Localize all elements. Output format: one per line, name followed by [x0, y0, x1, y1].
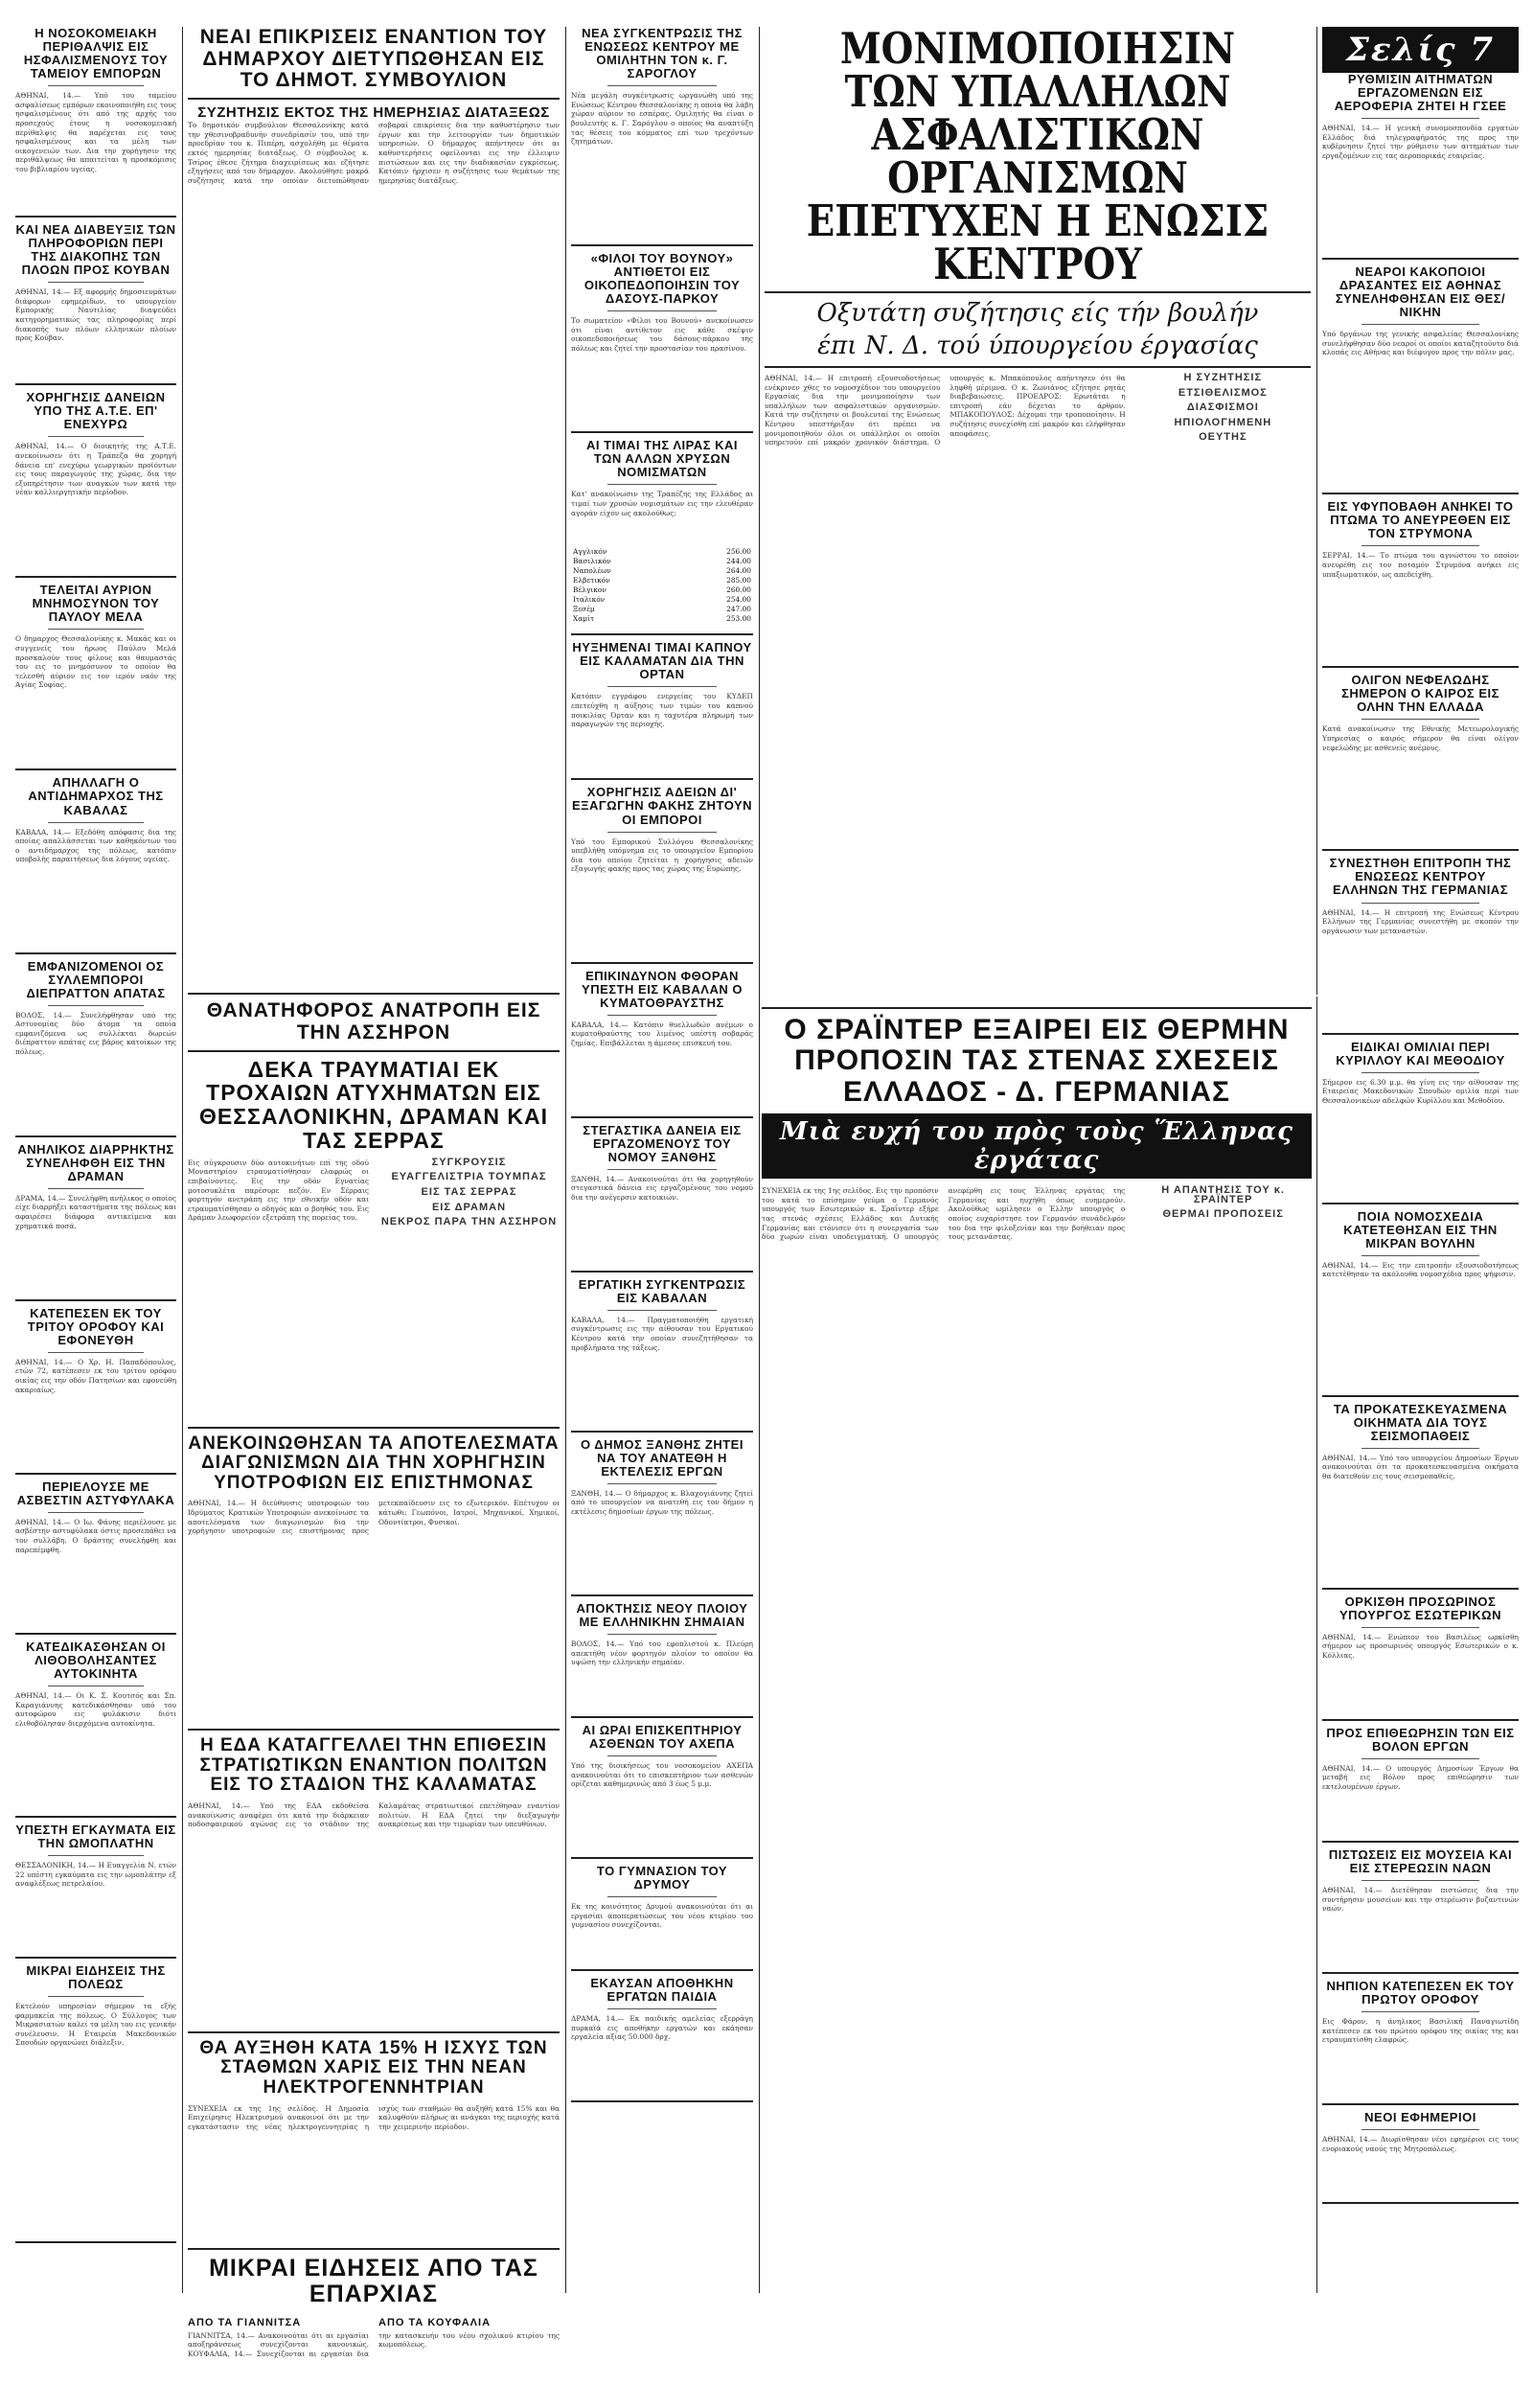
story-headline: ΑΝΗΛΙΚΟΣ ΔΙΑΡΡΗΚΤΗΣ ΣΥΝΕΛΗΦΘΗ ΕΙΣ ΤΗΝ ΔΡΑΜΑΝ	[17, 1141, 174, 1183]
story-council	[188, 27, 560, 983]
column-1	[15, 27, 176, 2293]
story	[15, 223, 176, 374]
story-headline: ΑΙ ΩΡΑΙ ΕΠΙΣΚΕΠΤΗΡΙΟΥ ΑΣΘΕΝΩΝ ΤΟΥ ΑΧΕΠΑ	[582, 1722, 743, 1751]
story-body: Το σωματείον «Φίλοι του Βουνού» ανεκοίνωσεν ότι είναι αντίθετον εις κάθε σκέψιν οικοπεδοποιήσεως του δάσους-πάρκου της πόλεως και ζητεί την προστασίαν του πρασίνου.	[571, 316, 753, 354]
story-body: ΚΑΒΑΛΑ, 14.— Κατόπιν θυελλωδών ανέμων ο κυματοθραύστης του λιμένος υπέστη σοβαράς ζημίας. Επιβάλλεται η άμεσος επισκευή του.	[571, 1020, 753, 1047]
subhead: ΕΙΣ ΔΡΑΜΑΝ	[431, 1201, 507, 1213]
table-row	[571, 595, 753, 605]
story	[1322, 265, 1519, 483]
story-headline: ΤΟ ΓΥΜΝΑΣΙΟΝ ΤΟΥ ΔΡΥΜΟΥ	[596, 1864, 728, 1892]
story-body: Κατά ανακοίνωσιν της Εθνικής Μετεωρολογικής Υπηρεσίας ο καιρός σήμερον θα είναι ολίγον νεφελώδης με ασθενείς ανέμους.	[1322, 724, 1519, 752]
story	[1322, 1980, 1519, 2094]
headline-accidents: ΔΕΚΑ ΤΡΑΥΜΑΤΙΑΙ ΕΚ ΤΡΟΧΑΙΩΝ ΑΤΥΧΗΜΑΤΩΝ ΕΙΣ ΘΕΣΣΑΛΟΝΙΚΗΝ, ΔΡΑΜΑΝ ΚΑΙ ΤΑΣ ΣΕΡΡΑΣ	[199, 1056, 548, 1154]
story-results	[188, 1434, 560, 1720]
story-body: ΑΘΗΝΑΙ, 14.— Η γενική συνομοσπονδία εργατών Ελλάδος διά τηλεγραφήματός της προς την κυβέρνησιν ζητεί την ρύθμισιν των αιτημάτων των εργαζομένων εις τας αεροπορικάς εταιρείας.	[1322, 124, 1519, 160]
subhead: ΕΤΣΙΘΕΛΙΣΜΟΣ	[1178, 386, 1268, 399]
story	[1322, 1041, 1519, 1193]
story	[1322, 1848, 1519, 1962]
story	[15, 391, 176, 566]
story	[1322, 857, 1519, 1022]
story	[15, 960, 176, 1126]
column-rule	[565, 27, 566, 2293]
story-body: Κατόπιν εγγράφου ενεργείας του ΚΥΔΕΠ επετεύχθη η αύξησις των τιμών του καπνού ποικιλίας Όρταν και η ταχυτέρα πληρωμή των παραγωγών της περιοχής.	[571, 692, 753, 729]
coin-price: 285.00	[726, 576, 751, 585]
subhead: ΑΠΟ ΤΑ ΚΟΥΦΑΛΙΑ	[378, 2316, 492, 2328]
story	[571, 1977, 753, 2091]
coin-price: 256.00	[726, 547, 751, 557]
story	[571, 970, 753, 1107]
story-body: ΔΡΑΜΑ, 14.— Συνελήφθη ανήλικος ο οποίος είχε διαρρήξει καταστήματα της πόλεως και αφαιρέσει διάφορα αντικείμενα και χρηματικά ποσά.	[15, 1193, 176, 1230]
story-body: ΑΘΗΝΑΙ, 14.— Διετέθησαν πιστώσεις δια την συντήρησιν μουσείων και την στερέωσιν βυζαντινών ναών.	[1322, 1885, 1519, 1914]
story-body: Εις Φάρον, η άνηλικος Βασιλική Παναγιωτίδη κατέπεσεν εκ του πρώτου ορόφου της οικίας της και ετραυματίσθη ελαφρώς.	[1322, 2017, 1519, 2045]
story-accidents	[188, 1058, 560, 1417]
subheadline: ΣΥΖΗΤΗΣΙΣ ΕΚΤΟΣ ΤΗΣ ΗΜΕΡΗΣΙΑΣ ΔΙΑΤΑΞΕΩΣ	[197, 104, 550, 122]
table-row	[571, 566, 753, 576]
story	[15, 1480, 176, 1623]
coin-name: Βέλγικον	[573, 585, 606, 595]
story	[15, 1307, 176, 1463]
headline-deadly: ΘΑΝΑΤΗΦΟΡΟΣ ΑΝΑΤΡΟΠΗ ΕΙΣ ΤΗΝ ΑΣΣΗΡΟΝ	[206, 999, 541, 1043]
story-headline: ΝΕΑΡΟΙ ΚΑΚΟΠΟΙΟΙ ΔΡΑΣΑΝΤΕΣ ΕΙΣ ΑΘΗΝΑΣ ΣΥΝΕΛΗΦΘΗΣΑΝ ΕΙΣ ΘΕΣ/ΝΙΚΗΝ	[1335, 264, 1506, 320]
story-kalamata	[188, 1736, 560, 2022]
story-headline: ΤΕΛΕΙΤΑΙ ΑΥΡΙΟΝ ΜΝΗΜΟΣΥΝΟΝ ΤΟΥ ΠΑΥΛΟΥ ΜΕΛΑ	[32, 583, 160, 625]
story-body: ΑΘΗΝΑΙ, 14.— Υπό του ταμείου ασφαλίσεως εμπόρων εκοινοποιήθη εις τους ησφαλισμένους ότι από της αρχής του προσεχούς έτους η νοσοκομειακή περίθαλψις θα παρέχεται εις τους ησφαλισμένους και τα μέλη των οικογενειών των. Δια την χορήγησιν της περιθάλψεως θα απαιτείται η προσκόμισις του βιβλιαρίου υγείας.	[15, 91, 176, 173]
story	[571, 1602, 753, 1707]
coin-price: 247.00	[726, 605, 751, 614]
subhead: ΑΠΟ ΤΑ ΓΙΑΝΝΙΤΣΑ	[188, 2316, 302, 2328]
story-body: ΑΘΗΝΑΙ, 14.— Εξ αφορμής δημοσιευμάτων διάφορων εφημερίδων, το υπουργείον Εμπορικής Ναυτιλίας διαψεύδει κατηγορηματικώς τας πληροφορίας περί διακοπής των πλόων ελληνικών πλοίων προς Κούβαν.	[15, 287, 176, 343]
headline-provinces: ΜΙΚΡΑΙ ΕΙΔΗΣΕΙΣ ΑΠΟ ΤΑΣ ΕΠΑΡΧΙΑΣ	[209, 2254, 538, 2307]
story	[1322, 1727, 1519, 1831]
story-body: ΒΟΛΟΣ, 14.— Συνελήφθησαν υπό της Αστυνομίας δύο άτομα τα οποία εμφανιζόμενα ως συλλέκται δωρεών διέπραττον απάτας εις βάρος κατοίκων της πόλεως.	[15, 1010, 176, 1056]
story	[15, 1143, 176, 1290]
story-body: ΑΘΗΝΑΙ, 14.— Ο Ιω. Φάνης περιέλουσε με ασβέστην αστυφύλακα όστις προσεπάθει να τον συλλάβη. Ο δράστης συνελήφθη και παρεπέμφθη.	[15, 1517, 176, 1554]
story-body: ΑΘΗΝΑΙ, 14.— Οι Κ. Σ. Κουτσός και Σπ. Καραγιάννης κατεδικάσθησαν υπό του αυτοφώρου εις φυλάκισιν διότι ελιθοβόλησαν διερχόμενα αυτοκίνητα.	[15, 1690, 176, 1728]
table-row	[571, 576, 753, 585]
story	[571, 1278, 753, 1421]
story	[1322, 674, 1519, 839]
story-body: Το δημοτικόν συμβούλιον Θεσσαλονίκης κατά την χθεσινοβραδυνήν συνεδρίασίν του, υπό την προεδρίαν του κ. Πιπέρη, ασχολήθη με θέματα εκτός ημερησίας διατάξεως. Ο σύμβουλος κ. Τσίρος έθεσε ζήτημα διαχειρίσεως και εζήτησε εξηγήσεις από τον δήμαρχον. Ακολούθησε μακρά συζήτησις κατά την οποίαν διετυπώθησαν σοβαραί επικρίσεις δια την καθυστέρησιν των έργων και την λειτουργίαν των δημοτικών υπηρεσιών. Ο δήμαρχος απήντησεν ότι αι καθυστερήσεις οφείλονται εις την έλλειψιν πιστώσεων και εις την διαδικασίαν εγκρίσεως. Κατόπιν ήρχισεν η συζήτησις των θεμάτων της ημερησίας διατάξεως.	[188, 121, 560, 185]
story-headline: ΠΟΙΑ ΝΟΜΟΣΧΕΔΙΑ ΚΑΤΕΤΕΘΗΣΑΝ ΕΙΣ ΤΗΝ ΜΙΚΡΑΝ ΒΟΥΛΗΝ	[1343, 1208, 1498, 1250]
story-body: ΑΘΗΝΑΙ, 14.— Εις την επιτροπήν εξουσιοδοτήσεως κατετέθησαν τα ακόλουθα νομοσχέδια προς ψήφισιν.	[1322, 1260, 1519, 1279]
table-row	[571, 557, 753, 566]
coin-price: 264.00	[726, 566, 751, 576]
story-body: ΞΑΝΘΗ, 14.— Ανακοινούται ότι θα χορηγηθούν στεγαστικά δάνεια εις εργαζομένους του νομού δια την ανέγερσιν κατοικιών.	[571, 1174, 753, 1202]
subhead: ΔΙΑΣΦΙΣΜΟΙ	[1186, 401, 1259, 414]
story-headline: ΚΑΙ ΝΕΑ ΔΙΑΒΕΥΞΙΣ ΤΩΝ ΠΛΗΡΟΦΟΡΙΩΝ ΠΕΡΙ ΤΗΣ ΔΙΑΚΟΠΗΣ ΤΩΝ ΠΛΟΩΝ ΠΡΟΣ ΚΟΥΒΑΝ	[15, 222, 176, 278]
story-headline: ΕΡΓΑΤΙΚΗ ΣΥΓΚΕΝΤΡΩΣΙΣ ΕΙΣ ΚΑΒΑΛΑΝ	[578, 1276, 746, 1305]
story	[15, 1640, 176, 1806]
story-body: Σήμερον εις 6.30 μ.μ. θα γίνη εις την αίθουσαν της Εταιρείας Μακεδονικών Σπουδών ομιλία περί των Θεσσαλονικέων αδελφών Κυρίλλου και Μεθοδίου.	[1322, 1077, 1519, 1105]
story	[1322, 1210, 1519, 1386]
story-body: ΒΟΛΟΣ, 14.— Υπό του εφοπλιστού κ. Πλεύρη απεκτήθη νέον φορτηγόν πλοίον το οποίον θα υψώση την ελληνικήν σημαίαν.	[571, 1639, 753, 1667]
story-headline: ΟΛΙΓΟΝ ΝΕΦΕΛΩΔΗΣ ΣΗΜΕΡΟΝ Ο ΚΑΙΡΟΣ ΕΙΣ ΟΛΗΝ ΤΗΝ ΕΛΛΑΔΑ	[1341, 673, 1499, 715]
subhead: ΕΥΑΓΓΕΛΙΣΤΡΙΑ ΤΟΥΜΠΑΣ	[391, 1171, 547, 1183]
story-headline: ΕΙΣ ΥΦΥΠΟΒΑΘΗ ΑΝΗΚΕΙ ΤΟ ΠΤΩΜΑ ΤΟ ΑΝΕΥΡΕΘΕΝ ΕΙΣ ΤΟΝ ΣΤΡΥΜΟΝΑ	[1327, 499, 1514, 541]
story-headline: ΑΠΗΛΛΑΓΗ Ο ΑΝΤΙΔΗΜΑΡΧΟΣ ΤΗΣ ΚΑΒΑΛΑΣ	[28, 775, 164, 817]
story-body: ΣΥΝΕΧΕΙΑ εκ της 1ης σελίδος. Η Δημοσία Επιχείρησις Ηλεκτρισμού ανακοινοί ότι με την εγκατάστασιν της νέας ηλεκτρογεννητρίας η ισχύς των σταθμών θα αυξηθή κατά 15% και θα καλυφθούν πλήρως αι ανάγκαι της περιοχής κατά την χειμερινήν περίοδον.	[188, 2103, 560, 2131]
subhead: Η ΣΥΖΗΤΗΣΙΣ	[1183, 372, 1263, 383]
story-body: ΑΘΗΝΑΙ, 14.— Ο διοικητής της Α.Τ.Ε. ανεκοίνωσεν ότι η Τράπεζα θα χορηγή δάνεια επ' ενεχύρω γεωργικών προϊόντων εις τους παραγωγούς της χώρας, δια την εξυπηρέτησιν των αναγκών των κατά την νέαν καλλιεργητικήν περίοδον.	[15, 442, 176, 497]
coin-name: Βασιλικόν	[573, 557, 611, 566]
coin-prices-table	[571, 547, 753, 624]
story-body: Υπό της διοικήσεως του νοσοκομείου ΑΧΕΠΑ ανακοινούται ότι το επισκεπτήριον των ασθενών ορίζεται καθημερινώς από 3 έως 5 μ.μ.	[571, 1761, 753, 1789]
coin-name: Ιταλικόν	[573, 595, 606, 605]
lead-headline: ΜΟΝΙΜΟΠΟΙΗΣΙΝ ΤΩΝ ΥΠΑΛΛΗΛΩΝ ΑΣΦΑΛΙΣΤΙΚΩΝ ΟΡΓΑΝΙΣΜΩΝ ΕΠΕΤΥΧΕΝ Η ΕΝΩΣΙΣ ΚΕΝΤΡΟΥ	[806, 23, 1270, 289]
coin-price: 254.00	[726, 595, 751, 605]
story	[1322, 1595, 1519, 1709]
headline-power: ΘΑ ΑΥΞΗΘΗ ΚΑΤΑ 15% Η ΙΣΧΥΣ ΤΩΝ ΣΤΑΘΜΩΝ ΧΑΡΙΣ ΕΙΣ ΤΗΝ ΝΕΑΝ ΗΛΕΚΤΡΟΓΕΝΝΗΤΡΙΑΝ	[199, 2037, 548, 2098]
story	[571, 786, 753, 952]
column-rule	[1316, 997, 1317, 2293]
story-headline: ΠΡΟΣ ΕΠΙΘΕΩΡΗΣΙΝ ΤΩΝ ΕΙΣ ΒΟΛΟΝ ΕΡΓΩΝ	[1326, 1725, 1515, 1754]
story-headline: ΣΥΝΕΣΤΗΘΗ ΕΠΙΤΡΟΠΗ ΤΗΣ ΕΝΩΣΕΩΣ ΚΕΝΤΡΟΥ ΕΛΛΗΝΩΝ ΤΗΣ ΓΕΡΜΑΝΙΑΣ	[1329, 856, 1512, 898]
subhead: ΗΠΙΟΛΟΓΗΜΕΝΗ	[1174, 416, 1272, 428]
story-body: ΑΘΗΝΑΙ, 14.— Η επιτροπή της Ενώσεως Κέντρου Ελλήνων της Γερμανίας συνεστήθη με σκοπόν την οργάνωσιν των μεταναστών.	[1322, 907, 1519, 935]
story-headline: «ΦΙΛΟΙ ΤΟΥ ΒΟΥΝΟΥ» ΑΝΤΙΘΕΤΟΙ ΕΙΣ ΟΙΚΟΠΕΔΟΠΟΙΗΣΙΝ ΤΟΥ ΔΑΣΟΥΣ-ΠΑΡΚΟΥ	[583, 251, 741, 307]
story-body: ΑΘΗΝΑΙ, 14.— Υπό του υπουργείου Δημοσίων Έργων ανακοινούται ότι τα προκατεσκευασμένα οικήματα θα διατεθούν εις τους σεισμοπαθείς.	[1322, 1453, 1519, 1480]
story-headline: ΜΙΚΡΑΙ ΕΙΔΗΣΕΙΣ ΤΗΣ ΠΟΛΕΩΣ	[26, 1963, 166, 1992]
subhead: ΘΕΡΜΑΙ ΠΡΟΠΟΣΕΙΣ	[1162, 1208, 1284, 1221]
column-2	[188, 26, 560, 2358]
table-row	[571, 614, 753, 624]
story	[15, 1964, 176, 2232]
coin-name: Αγγλικόν	[573, 547, 607, 557]
subhead: ΟΕΥΤΗΣ	[1199, 431, 1247, 444]
story-headline: Ο ΔΗΜΟΣ ΞΑΝΘΗΣ ΖΗΤΕΙ ΝΑ ΤΟΥ ΑΝΑΤΕΘΗ Η ΕΚΤΕΛΕΣΙΣ ΕΡΓΩΝ	[581, 1436, 744, 1479]
coin-price: 244.00	[726, 557, 751, 566]
story	[1322, 500, 1519, 656]
story-body: Νέα μεγάλη συγκέντρωσις ωργανώθη υπό της Ενώσεως Κέντρου Θεσσαλονίκης η οποία θα λάβη χώραν αύριον το εσπέρας. Ομιλητής θα είναι ο βουλευτής κ. Γ. Σαρόγλου ο οποίος θα αναπτύξη τας θέσεις του κόμματος επί των τρεχόντων ζητημάτων.	[571, 91, 753, 147]
story	[571, 1724, 753, 1847]
story-headline: ΕΜΦΑΝΙΖΟΜΕΝΟΙ ΟΣ ΣΥΛΛΕΜΠΟΡΟΙ ΔΙΕΠΡΑΤΤΟΝ ΑΠΑΤΑΣ	[26, 958, 166, 1000]
story	[571, 1865, 753, 1960]
story-headline: ΤΑ ΠΡΟΚΑΤΕΣΚΕΥΑΣΜΕΝΑ ΟΙΚΗΜΑΤΑ ΔΙΑ ΤΟΥΣ ΣΕΙΣΜΟΠΑΘΕΙΣ	[1333, 1401, 1508, 1443]
column-rule	[182, 27, 183, 2293]
story-headline: ΥΠΕΣΤΗ ΕΓΚΑΥΜΑΤΑ ΕΙΣ ΤΗΝ ΩΜΟΠΛΑΤΗΝ	[15, 1822, 176, 1850]
story-body: ΑΘΗΝΑΙ, 14.— Διωρίσθησαν νέοι εφημέριοι εις τους ενοριακούς ναούς της Μητροπόλεως.	[1322, 2135, 1519, 2153]
banner-story	[762, 1001, 1312, 2317]
banner-headline: Ο ΣΡΑΪΝΤΕΡ ΕΞΑΙΡΕΙ ΕΙΣ ΘΕΡΜΗΝ ΠΡΟΠΟΣΙΝ ΤΑΣ ΣΤΕΝΑΣ ΣΧΕΣΕΙΣ ΕΛΛΑΔΟΣ - Δ. ΓΕΡΜΑΝΙΑΣ	[784, 1014, 1290, 1108]
story-headline: ΟΡΚΙΣΘΗ ΠΡΟΣΩΡΙΝΟΣ ΥΠΟΥΡΓΟΣ ΕΣΩΤΕΡΙΚΩΝ	[1339, 1594, 1501, 1622]
subhead: ΕΙΣ ΤΑΣ ΣΕΡΡΑΣ	[421, 1186, 517, 1199]
story-headline: ΚΑΤΕΔΙΚΑΣΘΗΣΑΝ ΟΙ ΛΙΘΟΒΟΛΗΣΑΝΤΕΣ ΑΥΤΟΚΙΝΗΤΑ	[26, 1639, 166, 1681]
page-badge: Σελίς 7	[1322, 27, 1519, 73]
story-body: ΑΘΗΝΑΙ, 14.— Ο Χρ. Η. Παπαδόπουλος, ετών 72, κατέπεσεν εκ του τρίτου ορόφου οικίας εις την οδόν Πατησίων και εφονεύθη ακαριαίως.	[15, 1357, 176, 1394]
story-body: Εκ της κοινότητος Δρυμού ανακοινούται ότι αι εργασίαι αποπερατώσεως του νέου κτιρίου του γυμνασίου συνεχίζονται.	[571, 1902, 753, 1930]
story-headline: ΧΟΡΗΓΗΣΙΣ ΑΔΕΙΩΝ ΔΙ' ΕΞΑΓΩΓΗΝ ΦΑΚΗΣ ΖΗΤΟΥΝ ΟΙ ΕΜΠΟΡΟΙ	[571, 785, 753, 827]
story-body: ΑΘΗΝΑΙ, 14.— Ενώπιον του Βασιλέως ωρκίσθη σήμερον ως προσωρινός υπουργός Εσωτερικών ο κ. Κόλλιας.	[1322, 1632, 1519, 1660]
story	[1322, 1403, 1519, 1578]
story-body: ΔΡΑΜΑ, 14.— Εκ παιδικής αμελείας εξερράγη πυρκαϊά εις αποθήκην εργατών και εκάησαν εργαλεία αξίας 50.000 δρχ.	[571, 2014, 753, 2042]
coin-price: 260.00	[726, 585, 751, 595]
story	[1322, 2111, 1519, 2192]
story-headline: ΚΑΤΕΠΕΣΕΝ ΕΚ ΤΟΥ ΤΡΙΤΟΥ ΟΡΟΦΟΥ ΚΑΙ ΕΦΟΝΕΥΘΗ	[27, 1305, 165, 1347]
story	[571, 252, 753, 422]
story-body: Εκτελούν υπηρεσίαν σήμερον τα εξής φαρμακεία της πόλεως. Ο Σύλλογος των Μικρασιατών καλεί τα μέλη του εις γενικήν συνέλευσιν. Η Εταιρεία Μακεδονικών Σπουδών οργανώνει διάλεξιν.	[15, 2002, 176, 2048]
story-provinces	[188, 2256, 560, 2408]
column-3	[571, 27, 753, 2293]
headline-results: ΑΝΕΚΟΙΝΩΘΗΣΑΝ ΤΑ ΑΠΟΤΕΛΕΣΜΑΤΑ ΔΙΑΓΩΝΙΣΜΩΝ ΔΙΑ ΤΗΝ ΧΟΡΗΓΗΣΙΝ ΥΠΟΤΡΟΦΙΩΝ ΕΙΣ ΕΠΙΣΤΗΜΟΝΑΣ	[188, 1433, 560, 1493]
story-headline: ΕΙΔΙΚΑΙ ΟΜΙΛΙΑΙ ΠΕΡΙ ΚΥΡΙΛΛΟΥ ΚΑΙ ΜΕΘΟΔΙΟΥ	[1336, 1039, 1505, 1067]
lead-sub-2: έπι Ν. Δ. τού ύπουργείου έργασίας	[817, 332, 1258, 360]
story	[1322, 73, 1519, 248]
coin-price: 253.00	[726, 614, 751, 624]
column-rule	[759, 27, 760, 2293]
story	[571, 1124, 753, 1261]
story-headline: ΝΗΠΙΟΝ ΚΑΤΕΠΕΣΕΝ ΕΚ ΤΟΥ ΠΡΩΤΟΥ ΟΡΟΦΟΥ	[1326, 1978, 1515, 2007]
table-row	[571, 585, 753, 595]
subhead: Η ΑΠΑΝΤΗΣΙΣ ΤΟΥ κ. ΣΡΑΪΝΤΕΡ	[1161, 1184, 1285, 1205]
story	[15, 1823, 176, 1947]
story-body: ΣΕΡΡΑΙ, 14.— Το πτώμα του αγνώστου το οποίον ανευρέθη εις τον ποταμόν Στρυμόνα ανήκει εις υπαξιωματικόν, ως απεδείχθη.	[1322, 551, 1519, 579]
table-row	[571, 547, 753, 557]
story-headline: ΑΙ ΤΙΜΑΙ ΤΗΣ ΛΙΡΑΣ ΚΑΙ ΤΩΝ ΑΛΛΩΝ ΧΡΥΣΩΝ ΝΟΜΙΣΜΑΤΩΝ	[585, 438, 739, 480]
story-headline: ΑΠΟΚΤΗΣΙΣ ΝΕΟΥ ΠΛΟΙΟΥ ΜΕ ΕΛΛΗΝΙΚΗΝ ΣΗΜΑΙΑΝ	[576, 1600, 748, 1629]
banner-body: ΣΥΝΕΧΕΙΑ εκ της 1ης σελίδος. Εις την προπόσιν του κατά το επίσημον γεύμα ο Γερμανός υπουργός των Εσωτερικών κ. Σραΐντερ εξήρε τας στενάς σχέσεις Ελλάδος και Δυτικής Γερμανίας και ετόνισεν ότι η συνεργασία των δύο χωρών είναι υποδειγματική. Ο υπουργός ανεφέρθη εις τους Έλληνας εργάτας της Γερμανίας και ηυχήθη όπως ευημερούν. Ακολούθως ωμίλησεν ο Έλλην υπουργός ο οποίος ευχαρίστησε τον Γερμανόν συνάδελφόν του δια την φιλοξενίαν και την βοήθειαν προς τους μετανάστας. Η ΑΠΑΝΤΗΣΙΣ ΤΟΥ κ. ΣΡΑΪΝΤΕΡ ΘΕΡΜΑΙ ΠΡΟΠΟΣΕΙΣ	[762, 1186, 1312, 2317]
story-body: ΑΘΗΝΑΙ, 14.— Υπό της ΕΔΑ εκδοθείσα ανακοίνωσις αναφέρει ότι κατά την διάρκειαν ποδοσφαιρικού αγώνος εις το στάδιον της Καλαμάτας στρατιωτικοί επετέθησαν εναντίον πολιτών. Η ΕΔΑ ζητεί την διεξαγωγήν ανακρίσεως και την τιμωρίαν των υπευθύνων.	[188, 1800, 560, 1829]
story-body: ΚΑΒΑΛΑ, 14.— Εξεδόθη απόφασις δια της οποίας απαλλάσσεται των καθηκόντων του ο αντιδήμαρχος της πόλεως, κατόπιν υποβολής παραιτήσεως δια λόγους υγείας.	[15, 827, 176, 864]
story-headline: ΗΥΞΗΜΕΝΑΙ ΤΙΜΑΙ ΚΑΠΝΟΥ ΕΙΣ ΚΑΛΑΜΑΤΑΝ ΔΙΑ ΤΗΝ ΟΡΤΑΝ	[572, 640, 752, 682]
story-body: Κατ' ανακοίνωσιν της Τραπέζης της Ελλάδος αι τιμαί των χρυσών νομισμάτων εις την ελευθέραν αγοράν είχον ως ακολούθως:	[571, 490, 753, 517]
story-body: Υπό του Εμπορικού Συλλόγου Θεσσαλονίκης υπεβλήθη υπόμνημα εις το υπουργείον Εμπορίου δια του οποίου ζητείται η χορήγησις αδειών εξαγωγής φακής προς τας χώρας της Ευρώπης.	[571, 837, 753, 874]
story-headline: ΡΥΘΜΙΣΙΝ ΑΙΤΗΜΑΤΩΝ ΕΡΓΑΖΟΜΕΝΩΝ ΕΙΣ ΑΕΡΟΦΕΡΙΑ ΖΗΤΕΙ Η ΓΣΕΕ	[1334, 72, 1507, 114]
banner-sub: Μιὰ ευχή του πρὸς τοὺς Ἕλληνας ἐργάτας	[762, 1113, 1312, 1179]
story-headline: ΕΚΑΥΣΑΝ ΑΠΟΘΗΚΗΝ ΕΡΓΑΤΩΝ ΠΑΙΔΙΑ	[590, 1976, 734, 2005]
story-body: ΚΑΒΑΛΑ, 14.— Πραγματοποιήθη εργατική συγκέντρωσις εις την αίθουσαν του Εργατικού Κέντρου κατά την οποίαν συνεζητήθησαν τα προβλήματα της τάξεως.	[571, 1315, 753, 1352]
lead-body: ΑΘΗΝΑΙ, 14.— Η επιτροπή εξουσιοδοτήσεως ενέκρινεν χθες το νομοσχέδιον του υπουργείου Εργασίας δια την μονιμοποίησιν των υπαλλήλων των ασφαλιστικών οργανισμών. Κατά την συζήτησιν οι βουλευταί της Ενώσεως Κέντρου υπεστήριξαν ότι πρέπει να μονιμοποιηθούν όλοι οι υπάλληλοι οι οποίοι υπηρετούν επί μακρόν χρονικόν διάστημα. Ο υπουργός κ. Μπακόπουλος απήντησεν ότι θα ληφθή μέριμνα. Ο κ. Ζωνιάνος εζήτησε ρητάς διαβεβαιώσεις. ΠΡΟΕΔΡΟΣ: Ερωτάται η επιτροπή εάν δέχεται το άρθρον. ΜΠΑΚΟΠΟΥΛΟΣ: Δέχομαι την τροποποίησιν. Η συζήτησις συνεχίσθη επί μακρόν και ελήφθησαν αποφάσεις. Η ΣΥΖΗΤΗΣΙΣ ΕΤΣΙΘΕΛΙΣΜΟΣ ΔΙΑΣΦΙΣΜΟΙ ΗΠΙΟΛΟΓΗΜΕΝΗ ΟΕΥΤΗΣ	[765, 374, 1311, 1121]
story	[15, 776, 176, 942]
story-body: ΑΘΗΝΑΙ, 14.— Η διεύθυνσις υποτροφιών του Ιδρύματος Κρατικών Υποτροφιών ανεκοίνωσε τα αποτελέσματα των διαγωνισμών δια την χορήγησιν υποτροφιών εις επιστήμονας προς μετεκπαίδευσιν εις το εξωτερικόν. Επέτυχον οι κάτωθι: Γεωπόνοι, Ιατροί, Μηχανικοί, Χημικοί, Οδοντίατροι, Φυσικοί.	[188, 1499, 560, 1536]
story-body: ΓΙΑΝΝΙΤΣΑ, 14.— Ανακοινούται ότι αι εργασίαι αποξηράνσεως συνεχίζονται κανονικώς. ΚΟΥΦΑΛΙΑ, 14.— Συνεχίζονται αι εργασίαι δια την κατασκευήν του νέου σχολικού κτιρίου της κωμοπόλεως.	[188, 2330, 560, 2358]
story-body: Ο δημαρχος Θεσσαλονίκης κ. Μακάς και οι συγγενείς του ήρωος Παύλου Μελά προσκαλούν τους φίλους και θαυμαστάς του εις το μνημόσυνον το οποίον θα τελεσθή αύριον εις τον ιερόν ναόν της Αγίας Σοφίας.	[15, 634, 176, 690]
story	[571, 439, 753, 624]
subhead: ΣΥΓΚΡΟΥΣΙΣ	[431, 1156, 507, 1168]
story-body: Υπό δργάνων της γενικής ασφαλείας Θεσσαλονίκης συνελήφθησαν δύο νεαροί οι οποίοι καταζητούντο διά κλοπάς εις Αθήνας και διέφυγον προς την πόλιν μας.	[1322, 330, 1519, 357]
story-headline: ΠΕΡΙΕΛΟΥΣΕ ΜΕ ΑΣΒΕΣΤΙΝ ΑΣΤΥΦΥΛΑΚΑ	[16, 1479, 175, 1507]
story-body: ΘΕΣΣΑΛΟΝΙΚΗ, 14.— Η Ευαγγελία Ν. ετών 22 υπέστη εγκαύματα εις την ωμοπλάτην εξ αναφλέξεως πετρελαίου.	[15, 1861, 176, 1889]
coin-name: Ξεσέμ	[573, 605, 595, 614]
story	[15, 27, 176, 206]
lead-sub-1: Οξυτάτη συζήτησις είς τήν βουλήν	[816, 299, 1259, 328]
story	[571, 1438, 753, 1585]
table-row	[571, 605, 753, 614]
subhead: ΝΕΚΡΟΣ ΠΑΡΑ ΤΗΝ ΑΣΣΗΡΟΝ	[380, 1216, 558, 1228]
column-rule	[1316, 27, 1317, 995]
headline: ΝΕΑΙ ΕΠΙΚΡΙΣΕΙΣ ΕΝΑΝΤΙΟΝ ΤΟΥ ΔΗΜΑΡΧΟΥ ΔΙΕΤΥΠΩΘΗΣΑΝ ΕΙΣ ΤΟ ΔΗΜΟΤ. ΣΥΜΒΟΥΛΙΟΝ	[199, 26, 548, 92]
lead-story	[765, 23, 1311, 995]
story-power	[188, 2039, 560, 2238]
story	[571, 27, 753, 235]
story-headline: ΧΟΡΗΓΗΣΙΣ ΔΑΝΕΙΩΝ ΥΠΟ ΤΗΣ Α.Τ.Ε. ΕΠ' ΕΝΕΧΥΡΩ	[26, 390, 166, 432]
headline-kalamata: Η ΕΔΑ ΚΑΤΑΓΓΕΛΛΕΙ ΤΗΝ ΕΠΙΘΕΣΙΝ ΣΤΡΑΤΙΩΤΙΚΩΝ ΕΝΑΝΤΙΟΝ ΠΟΛΙΤΩΝ ΕΙΣ ΤΟ ΣΤΑΔΙΟΝ ΤΗΣ ΚΑΛΑΜΑΤΑΣ	[199, 1735, 548, 1796]
story-body: ΞΑΝΘΗ, 14.— Ο δήμαρχος κ. Βλαχογιάννης ζητεί από το υπουργείον να ανατεθή εις τον δήμον η εκτέλεσις δημοσίων έργων της πόλεως.	[571, 1488, 753, 1517]
story-headline: ΣΤΕΓΑΣΤΙΚΑ ΔΑΝΕΙΑ ΕΙΣ ΕΡΓΑΖΟΜΕΝΟΥΣ ΤΟΥ ΝΟΜΟΥ ΞΑΝΘΗΣ	[583, 1122, 742, 1164]
story-headline: ΕΠΙΚΙΝΔΥΝΟΝ ΦΘΟΡΑΝ ΥΠΕΣΤΗ ΕΙΣ ΚΑΒΑΛΑΝ Ο ΚΥΜΑΤΟΘΡΑΥΣΤΗΣ	[582, 968, 743, 1010]
story-body: ΑΘΗΝΑΙ, 14.— Ο υπουργός Δημοσίων Έργων θα μεταβή εις Βόλον προς επιθεώρησιν των εκτελουμένων έργων.	[1322, 1763, 1519, 1792]
coin-name: Ελβετικόν	[573, 576, 610, 585]
story-headline: ΝΕΑ ΣΥΓΚΕΝΤΡΩΣΙΣ ΤΗΣ ΕΝΩΣΕΩΣ ΚΕΝΤΡΟΥ ΜΕ ΟΜΙΛΗΤΗΝ ΤΟΝ κ. Γ. ΣΑΡΟΓΛΟΥ	[582, 26, 743, 81]
column-6	[1322, 27, 1519, 2293]
coin-name: Χαμίτ	[573, 614, 595, 624]
story-body: Εις σύγκρουσιν δύο αυτοκινήτων επί της οδού Μοναστηρίου ετραυματίσθησαν ελαφρώς οι επιβαίνοντες. Εις την οδόν Εγνατίας μοτοσυκλέτα παρέσυρε πεζόν. Εν Σέρραις φορτηγόν ανετράπη εις την εθνικήν οδόν και ετραυματίσθησαν ο οδηγός και ο βοηθός του. Εις Δράμαν λεωφορείον εξετράπη της πορείας του. ΣΥΓΚΡΟΥΣΙΣ ΕΥΑΓΓΕΛΙΣΤΡΙΑ ΤΟΥΜΠΑΣ ΕΙΣ ΤΑΣ ΣΕΡΡΑΣ ΕΙΣ ΔΡΑΜΑΝ ΝΕΚΡΟΣ ΠΑΡΑ ΤΗΝ ΑΣΣΗΡΟΝ	[188, 1158, 560, 1417]
story-headline: ΠΙΣΤΩΣΕΙΣ ΕΙΣ ΜΟΥΣΕΙΑ ΚΑΙ ΕΙΣ ΣΤΕΡΕΩΣΙΝ ΝΑΩΝ	[1328, 1846, 1513, 1875]
story	[15, 584, 176, 759]
story-headline: ΝΕΟΙ ΕΦΗΜΕΡΙΟΙ	[1364, 2110, 1476, 2124]
coin-name: Ναπολέων	[573, 566, 611, 576]
story	[571, 641, 753, 768]
story-headline: Η ΝΟΣΟΚΟΜΕΙΑΚΗ ΠΕΡΙΘΑΛΨΙΣ ΕΙΣ ΗΣΦΑΛΙΣΜΕΝΟΥΣ ΤΟΥ ΤΑΜΕΙΟΥ ΕΜΠΟΡΩΝ	[23, 26, 169, 81]
